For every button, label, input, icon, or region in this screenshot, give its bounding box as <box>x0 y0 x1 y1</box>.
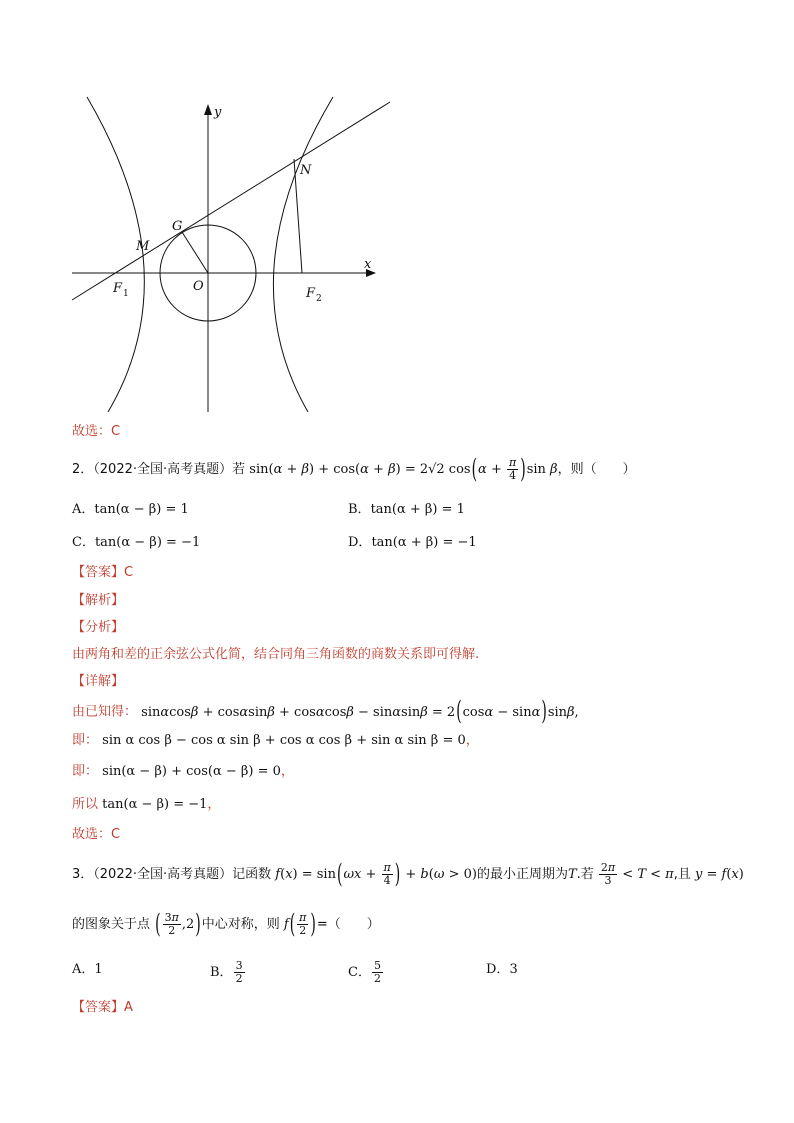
q2-step4-expr: tan(α − β) = −1 <box>102 797 208 812</box>
q2-step3-prefix: 即： <box>72 764 99 779</box>
q2-stem <box>72 454 636 485</box>
q2-option-b[interactable]: B．tan(α + β) = 1 <box>348 502 465 517</box>
q3-target: f( $\frac{\pi}{2}$ ) <box>283 909 316 940</box>
segment-og <box>182 232 208 273</box>
q2-step2-prefix: 即： <box>72 733 99 748</box>
q2-step2-expr: sin α cos β − cos α sin β + cos α cos β + sin α sin β = 0 <box>102 733 466 748</box>
label-m: M <box>136 239 150 254</box>
label-y: y <box>214 105 222 120</box>
q2-step1-prefix: 由已知得： <box>72 704 138 720</box>
label-f2: F <box>306 286 316 301</box>
q2-step4-prefix: 所以 <box>72 797 99 812</box>
q3-option-d[interactable]: D．3 <box>486 962 518 977</box>
q2-fenxi-tag: 【分析】 <box>72 620 125 635</box>
q3-number: 3． <box>72 867 94 882</box>
q3-function-expr: f(x) = sin(ωx + $\frac{\pi}{4}$ ) + b(ω > 0) <box>275 859 477 890</box>
q2-option-a[interactable]: A．tan(α − β) = 1 <box>72 502 189 517</box>
q2-number: 2． <box>72 462 94 477</box>
q2-step1-expr: sinαcosβ + cosαsinβ + cosαcosβ − sinαsinβ = 2(cosα − sinα)sinβ, <box>141 696 579 728</box>
q2-conclusion: 故选：C <box>72 827 121 842</box>
y-axis-arrow <box>204 104 212 115</box>
label-o: O <box>193 279 204 294</box>
label-x: x <box>364 257 372 272</box>
q2-step3-expr: sin(α − β) + cos(α − β) = 0 <box>102 764 281 779</box>
q2-step3: 即： sin(α − β) + cos(α − β) = 0， <box>72 764 294 779</box>
q1-conclusion: 故选：C <box>72 424 121 439</box>
q2-fenxi-text: 由两角和差的正余弦公式化简，结合同角三角函数的商数关系即可得解. <box>72 647 480 662</box>
q2-equation: sin(α + β) + cos(α + β) = 2√2 cos(α + $\frac{\pi}{4}$ )sin β <box>249 454 558 485</box>
q2-step2: 即： sin α cos β − cos α sin β + cos α cos β + sin α sin β = 0， <box>72 733 479 748</box>
q2-stem-prefix: 若 <box>232 462 246 477</box>
q3-option-a[interactable]: A．1 <box>72 962 103 977</box>
q2-analysis-tag: 【解析】 <box>72 593 125 608</box>
tangent-line <box>72 102 390 300</box>
hyperbola-figure <box>60 92 400 417</box>
label-f1: F <box>113 281 123 296</box>
q3-stem-line1: 3．（2022·全国·高考真题）记函数 f(x) = sin(ωx + $\frac{\pi}{4}$ ) + b(ω > 0)的最小正周期为T.若 $\frac{2\pi}{3}$ < T < π,且 y = f(x) <box>72 859 744 890</box>
q2-step4: 所以 tan(α − β) = −1， <box>72 797 221 812</box>
q3-stem-line2: 的图象关于点 ( $\frac{3\pi}{2}$ ,2)中心对称，则 f( $\frac{\pi}{2}$ )=（ ） <box>72 909 380 940</box>
hyperbola-left-branch <box>87 97 144 412</box>
q2-option-d[interactable]: D．tan(α + β) = −1 <box>348 535 477 550</box>
q2-step1 <box>72 696 579 728</box>
q2-stem-suffix: ，则（ ） <box>557 462 636 477</box>
q2-source: （2022·全国·高考真题） <box>93 462 233 477</box>
q3-period-range: $\frac{2\pi}{3}$ < T < π <box>600 861 674 887</box>
label-n: N <box>300 163 312 178</box>
label-g: G <box>172 219 183 234</box>
q3-option-c[interactable]: C． $\frac{5}{2}$ <box>348 959 381 985</box>
q3-option-b[interactable]: B． $\frac{3}{2}$ <box>210 959 243 985</box>
q3-answer-tag: 【答案】A <box>72 1000 133 1015</box>
q2-answer-tag: 【答案】C <box>72 565 134 580</box>
hyperbola-right-branch <box>273 97 333 412</box>
q2-option-c[interactable]: C．tan(α − β) = −1 <box>72 535 201 550</box>
q3-center-point: ( $\frac{3\pi}{2}$ ,2) <box>155 909 201 940</box>
q3-source: （2022·全国·高考真题） <box>93 867 233 882</box>
label-f1-sub: 1 <box>123 289 129 299</box>
q2-detail-tag: 【详解】 <box>72 674 125 689</box>
label-f2-sub: 2 <box>316 294 322 304</box>
